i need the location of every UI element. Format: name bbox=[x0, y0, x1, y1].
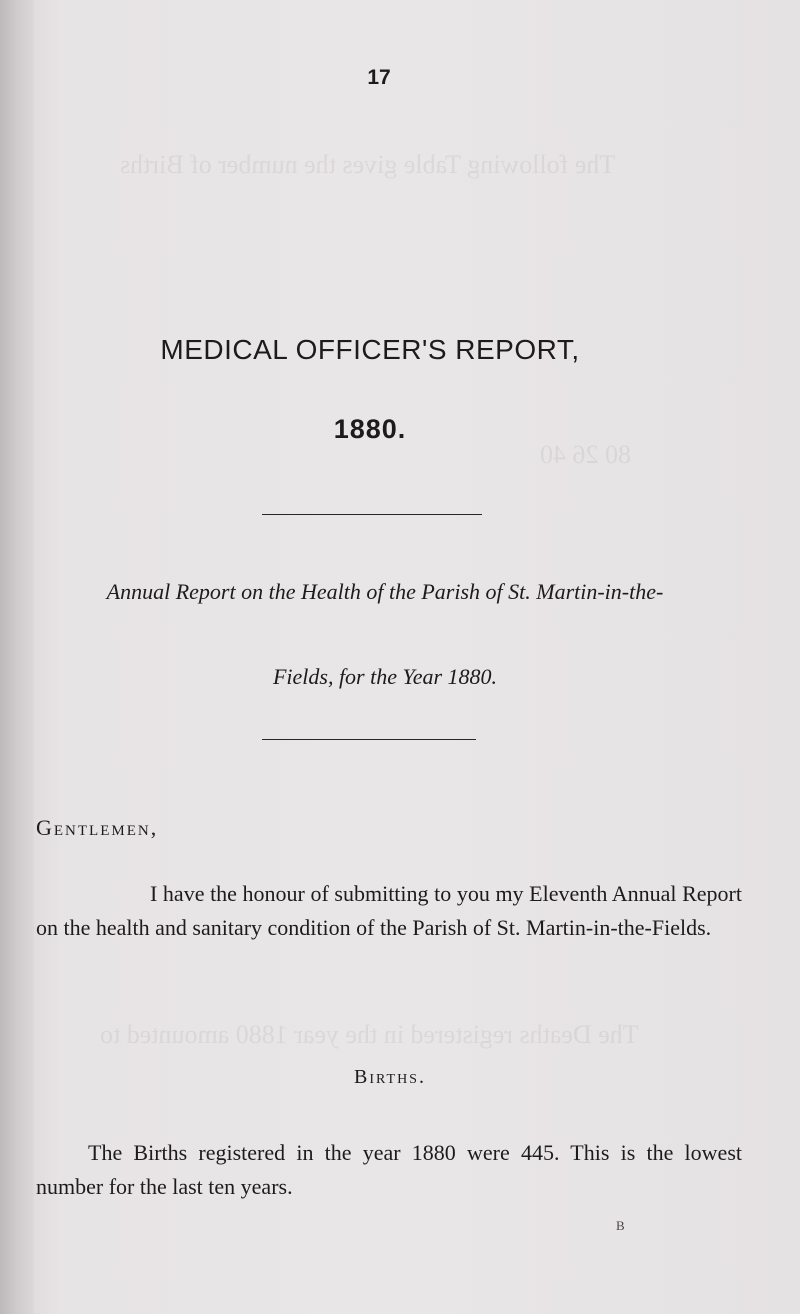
bleed-through-text: The following Table gives the number of Births bbox=[120, 150, 616, 179]
divider-rule bbox=[262, 514, 482, 515]
section-heading-births: Births. bbox=[354, 1066, 426, 1088]
bleed-through-text: 80 26 40 bbox=[540, 440, 631, 469]
report-title: MEDICAL OFFICER'S REPORT, bbox=[160, 334, 580, 365]
births-paragraph: The Births registered in the year 1880 were 445. This is the lowest number for the last ten years. bbox=[36, 1140, 742, 1199]
page-number: 17 bbox=[367, 66, 391, 89]
report-subtitle-line-1: Annual Report on the Health of the Parish of St. Martin-in-the- bbox=[106, 579, 664, 604]
report-subtitle-line-2: Fields, for the Year 1880. bbox=[272, 664, 498, 689]
bleed-through-text: The Deaths registered in the year 1880 amounted to bbox=[100, 1020, 639, 1049]
intro-paragraph: I have the honour of submitting to you my Eleventh Annual Report on the health and sanitary condition of the Parish of St. Martin-in-the-Fields. bbox=[36, 881, 742, 940]
divider-rule bbox=[262, 739, 476, 740]
page-gutter-shadow bbox=[0, 0, 34, 1314]
report-year: 1880. bbox=[333, 414, 407, 444]
salutation: Gentlemen, bbox=[36, 815, 159, 840]
signature-mark: B bbox=[616, 1218, 625, 1233]
